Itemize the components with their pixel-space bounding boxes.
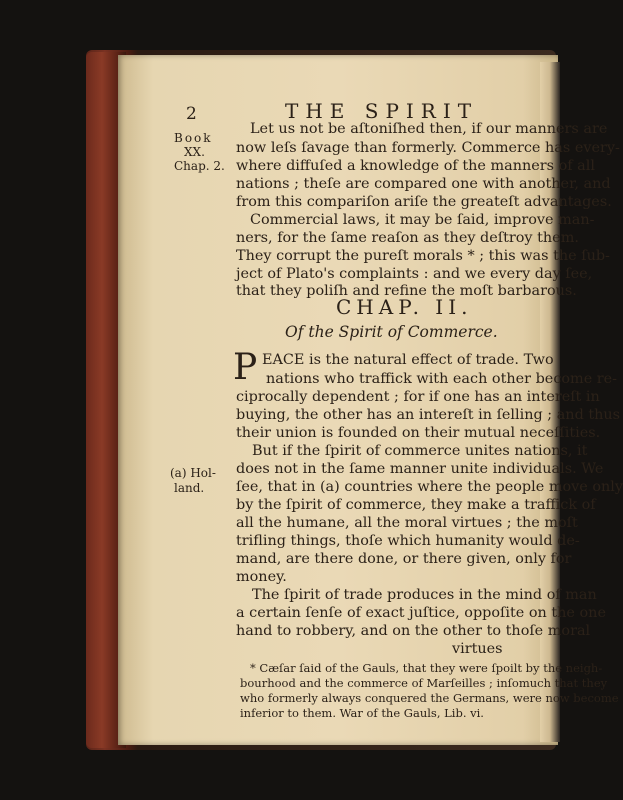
margin-chapter-ref: Chap. 2. [174, 159, 225, 173]
text-line: Commercial laws, it may be ſaid, improve man- [250, 212, 595, 228]
text-line: hand to robbery, and on the other to thoſe moral [236, 623, 591, 639]
footnote-line: * Cæſar ſaid of the Gauls, that they were ſpoilt by the neigh- [250, 661, 603, 675]
text-line: now leſs ſavage than formerly. Commerce has every- [236, 140, 620, 156]
text-line: nations ; theſe are compared one with another, and [236, 176, 611, 192]
margin-note-ref: (a) Hol- [170, 466, 216, 480]
margin-book-label: Book [174, 131, 213, 145]
text-line: does not in the ſame manner unite individuals. We [236, 461, 604, 477]
catchword: virtues [452, 641, 503, 657]
text-line: where diffuſed a knowledge of the manners of all [236, 158, 595, 174]
text-line: trifling things, thoſe which humanity would de- [236, 533, 580, 549]
margin-note-ref-continued: land. [174, 481, 205, 495]
drop-cap: P [233, 347, 258, 388]
text-line: that they poliſh and refine the moſt barbarous. [236, 283, 577, 299]
text-line: money. [236, 569, 287, 585]
footnote-line: bourhood and the commerce of Marſeilles ; inſomuch that they [240, 676, 608, 690]
text-line: ject of Plato's complaints : and we every day ſee, [236, 266, 593, 282]
text-line: by the ſpirit of commerce, they make a traffick of [236, 497, 596, 513]
text-line: mand, are there done, or there given, only for [236, 551, 572, 567]
margin-book-number: XX. [184, 145, 205, 159]
text-line: Let us not be aſtoniſhed then, if our manners are [250, 121, 608, 137]
text-line: The ſpirit of trade produces in the mind of man [252, 587, 597, 603]
text-line: EACE is the natural effect of trade. Two [262, 352, 554, 368]
chapter-subtitle: Of the Spirit of Commerce. [285, 323, 498, 341]
text-line: ciprocally dependent ; for if one has an intereſt in [236, 389, 600, 405]
footnote-line: inferior to them. War of the Gauls, Lib. vi. [240, 706, 484, 720]
text-line: from this compariſon ariſe the greateſt advantages. [236, 194, 612, 210]
footnote-line: who formerly always conquered the Germans, were now become [240, 691, 619, 705]
text-line: all the humane, all the moral virtues ; the moſt [236, 515, 578, 531]
text-line: buying, the other has an intereſt in ſelling ; and thus [236, 407, 621, 423]
text-line: their union is founded on their mutual neceſſities. [236, 425, 601, 441]
text-line: a certain ſenſe of exact juſtice, oppoſite on the one [236, 605, 606, 621]
text-line: ners, for the ſame reaſon as they deſtroy them. [236, 230, 579, 246]
running-title: THE SPIRIT [285, 99, 479, 123]
text-line: nations who traffick with each other become re- [266, 371, 618, 387]
chapter-heading: CHAP. II. [336, 295, 473, 319]
text-line: But if the ſpirit of commerce unites nations, it [252, 443, 588, 459]
text-line: ſee, that in (a) countries where the people move only [236, 479, 623, 495]
page-number: 2 [186, 104, 197, 124]
text-line: They corrupt the pureſt morals * ; this was the ſub- [236, 248, 610, 264]
